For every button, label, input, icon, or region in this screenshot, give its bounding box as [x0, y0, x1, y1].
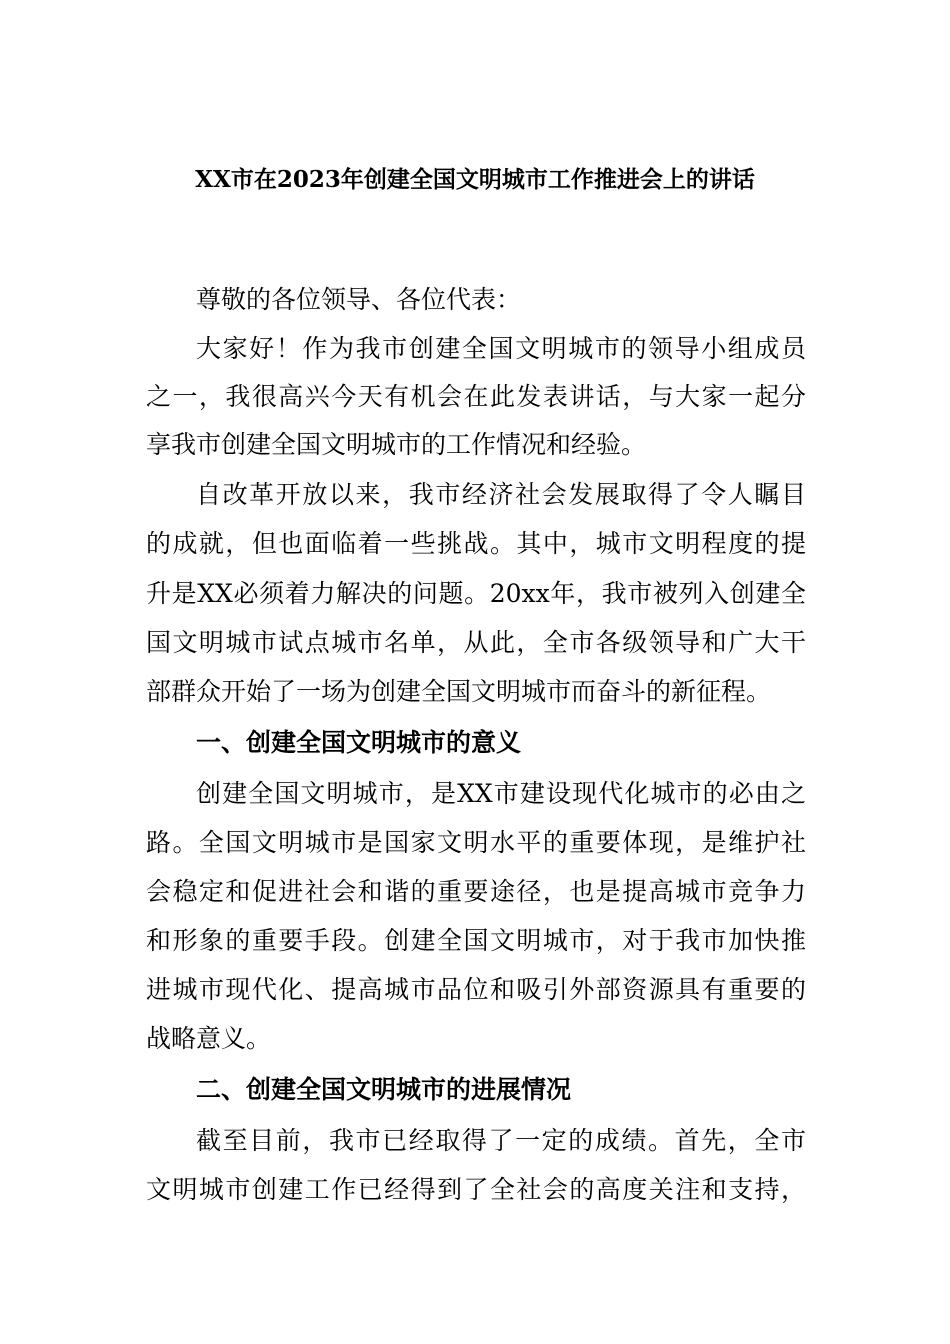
paragraph-line: 文明城市创建工作已经得到了全社会的高度关注和支持，	[146, 1175, 806, 1204]
paragraph-line: 的成就，但也面临着一些挑战。其中，城市文明程度的提	[146, 529, 806, 558]
paragraph-line: 升是XX必须着力解决的问题。20xx年，我市被列入创建全	[146, 579, 806, 608]
paragraph-line: 国文明城市试点城市名单，从此，全市各级领导和广大干	[146, 628, 806, 657]
paragraph-line: 会稳定和促进社会和谐的重要途径，也是提高城市竞争力	[146, 877, 806, 906]
paragraph-line: 之一，我很高兴今天有机会在此发表讲话，与大家一起分	[146, 382, 806, 411]
section-heading-progress: 二、创建全国文明城市的进展情况	[196, 1075, 572, 1104]
paragraph-line: 进城市现代化、提高城市品位和吸引外部资源具有重要的	[146, 975, 806, 1004]
paragraph-line: 自改革开放以来，我市经济社会发展取得了令人瞩目	[196, 480, 806, 509]
paragraph-line: 截至目前，我市已经取得了一定的成绩。首先，全市	[196, 1126, 806, 1155]
salutation: 尊敬的各位领导、各位代表：	[196, 285, 522, 314]
paragraph-line: 和形象的重要手段。创建全国文明城市，对于我市加快推	[146, 926, 806, 955]
section-heading-significance: 一、创建全国文明城市的意义	[196, 728, 522, 757]
paragraph-line: 享我市创建全国文明城市的工作情况和经验。	[146, 430, 647, 459]
paragraph-line: 大家好！作为我市创建全国文明城市的领导小组成员	[196, 334, 806, 363]
paragraph-line: 战略意义。	[146, 1024, 272, 1053]
paragraph-line: 部群众开始了一场为创建全国文明城市而奋斗的新征程。	[146, 677, 772, 706]
document-title: XX市在2023年创建全国文明城市工作推进会上的讲话	[195, 166, 755, 193]
paragraph-line: 创建全国文明城市，是XX市建设现代化城市的必由之	[196, 779, 806, 808]
paragraph-line: 路。全国文明城市是国家文明水平的重要体现，是维护社	[146, 828, 806, 857]
